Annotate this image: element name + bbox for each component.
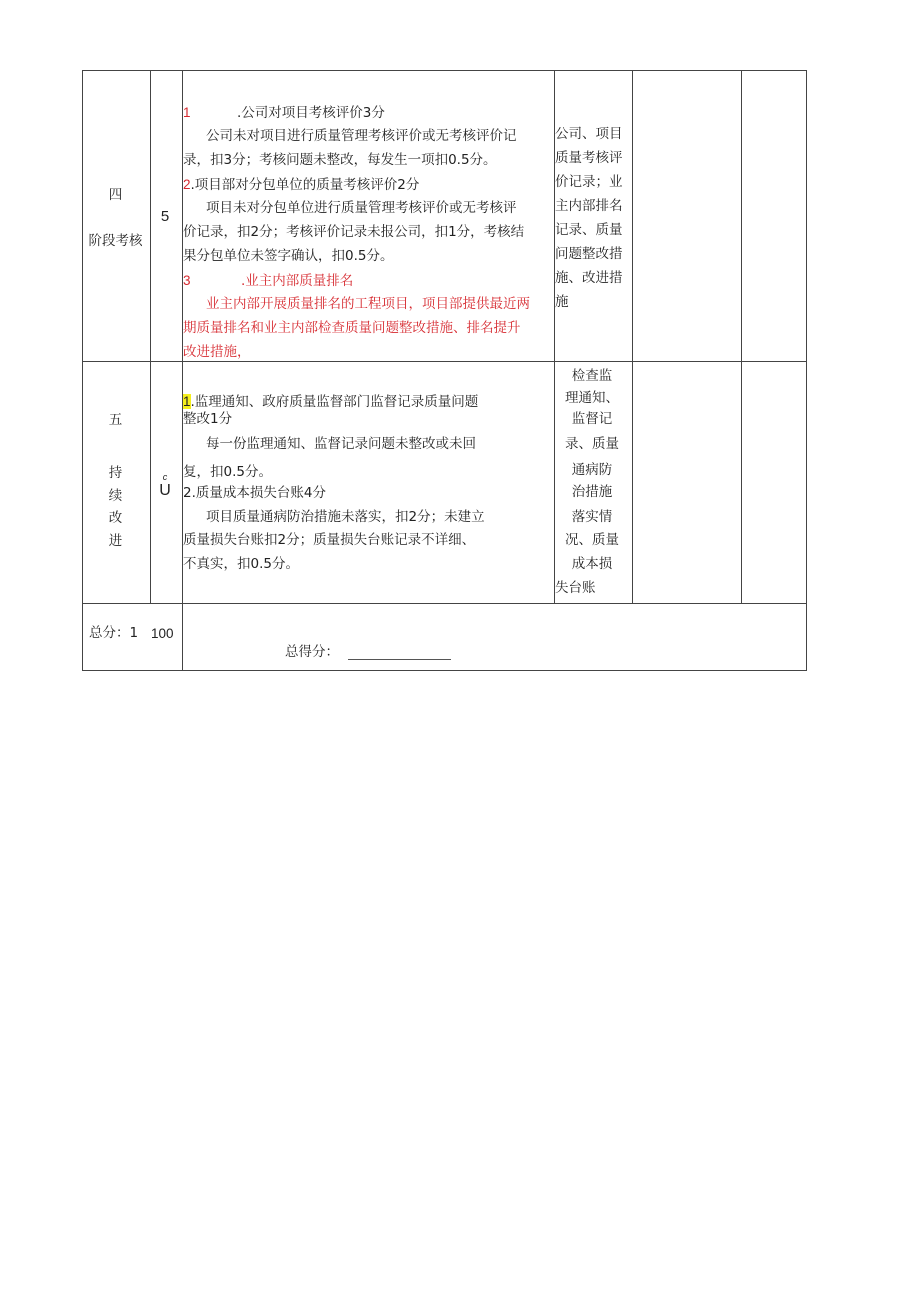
section4-item2-num: 2 <box>183 177 191 192</box>
section5-item1-title: 1.监理通知、政府质量监督部门监督记录质量问题 <box>183 394 479 410</box>
section4-item3-desc-2: 改进措施， <box>183 344 251 360</box>
section5-score: U <box>159 482 171 499</box>
section5-basis-1: 理通知、 <box>565 390 619 406</box>
section5-basis-5: 治措施 <box>571 484 613 500</box>
section4-basis-1: 质量考核评 <box>555 150 623 166</box>
section5-category: 五 <box>108 412 123 428</box>
section4-basis-6: 施、改进措 <box>555 270 623 286</box>
total-label: 总分：1 <box>89 625 139 641</box>
section5-basis-8: 成本损 <box>571 556 613 572</box>
row-divider-2 <box>83 603 807 604</box>
section4-item3-desc-1: 期质量排名和业主内部检查质量问题整改措施、排名提升 <box>183 320 521 336</box>
section5-item2-desc-0: 项目质量通病防治措施未落实，扣2分；未建立 <box>206 509 485 525</box>
section4-score: 5 <box>160 208 170 225</box>
section5-item1-title2: 整改1分 <box>183 411 233 427</box>
section5-score-super: c <box>162 472 168 482</box>
col-divider-1 <box>150 71 151 603</box>
section4-category: 四 <box>108 187 123 203</box>
section5-basis-3: 录、质量 <box>565 436 619 452</box>
section4-basis-3: 主内部排名 <box>555 198 623 214</box>
total-score-blank[interactable] <box>348 659 451 660</box>
total-value: 100 <box>151 626 174 641</box>
section4-category-label: 阶段考核 <box>88 233 143 249</box>
section4-item1-num: 1 <box>183 105 191 120</box>
section5-basis-0: 检查监 <box>571 368 613 384</box>
section5-category-char-2: 改 <box>108 510 123 526</box>
section4-basis-4: 记录、质量 <box>555 222 623 238</box>
section5-item1-desc-1: 复，扣0.5分。 <box>183 464 272 480</box>
section5-basis-7: 况、质量 <box>565 532 619 548</box>
section4-item3-title: 3 .业主内部质量排名 <box>183 273 354 289</box>
col-divider-4 <box>632 71 633 603</box>
section4-item2-desc-1: 价记录，扣2分；考核评价记录未报公司，扣1分，考核结 <box>183 224 525 240</box>
section5-category-char-0: 持 <box>108 465 123 481</box>
section4-basis-0: 公司、项目 <box>555 126 623 142</box>
section5-item2-desc-2: 不真实，扣0.5分。 <box>183 556 299 572</box>
section5-item2-desc-1: 质量损失台账扣2分；质量损失台账记录不详细、 <box>183 532 476 548</box>
section5-basis-6: 落实情 <box>571 509 613 525</box>
section4-item2-desc-2: 果分包单位未签字确认，扣0.5分。 <box>183 248 394 264</box>
section5-category-char-3: 进 <box>108 533 123 549</box>
total-score-label: 总得分： <box>285 644 339 660</box>
section4-item3-desc-0: 业主内部开展质量排名的工程项目，项目部提供最近两 <box>206 296 530 312</box>
section4-item2-title: 2.项目部对分包单位的质量考核评价2分 <box>183 177 420 193</box>
section5-item1-num: 1 <box>183 394 191 409</box>
section4-item2-desc-0: 项目未对分包单位进行质量管理考核评价或无考核评 <box>206 200 517 216</box>
section4-basis-7: 施 <box>555 294 569 310</box>
section5-basis-9: 失台账 <box>555 580 596 596</box>
col-divider-5 <box>741 71 742 603</box>
section4-item1-desc-1: 录，扣3分；考核问题未整改，每发生一项扣0.5分。 <box>183 152 497 168</box>
section5-item1-desc-0: 每一份监理通知、监督记录问题未整改或未回 <box>206 436 476 452</box>
section5-category-char-1: 续 <box>108 488 123 504</box>
section5-basis-4: 通病防 <box>571 462 613 478</box>
section4-item1-title: 1 .公司对项目考核评价3分 <box>183 105 385 121</box>
section5-basis-2: 监督记 <box>571 411 613 427</box>
section5-item2-title: 2.质量成本损失台账4分 <box>183 485 326 501</box>
section4-basis-2: 价记录；业 <box>555 174 623 190</box>
section4-item3-num: 3 <box>183 273 191 288</box>
section4-basis-5: 问题整改措 <box>555 246 623 262</box>
section4-item1-desc-0: 公司未对项目进行质量管理考核评价或无考核评价记 <box>206 128 517 144</box>
